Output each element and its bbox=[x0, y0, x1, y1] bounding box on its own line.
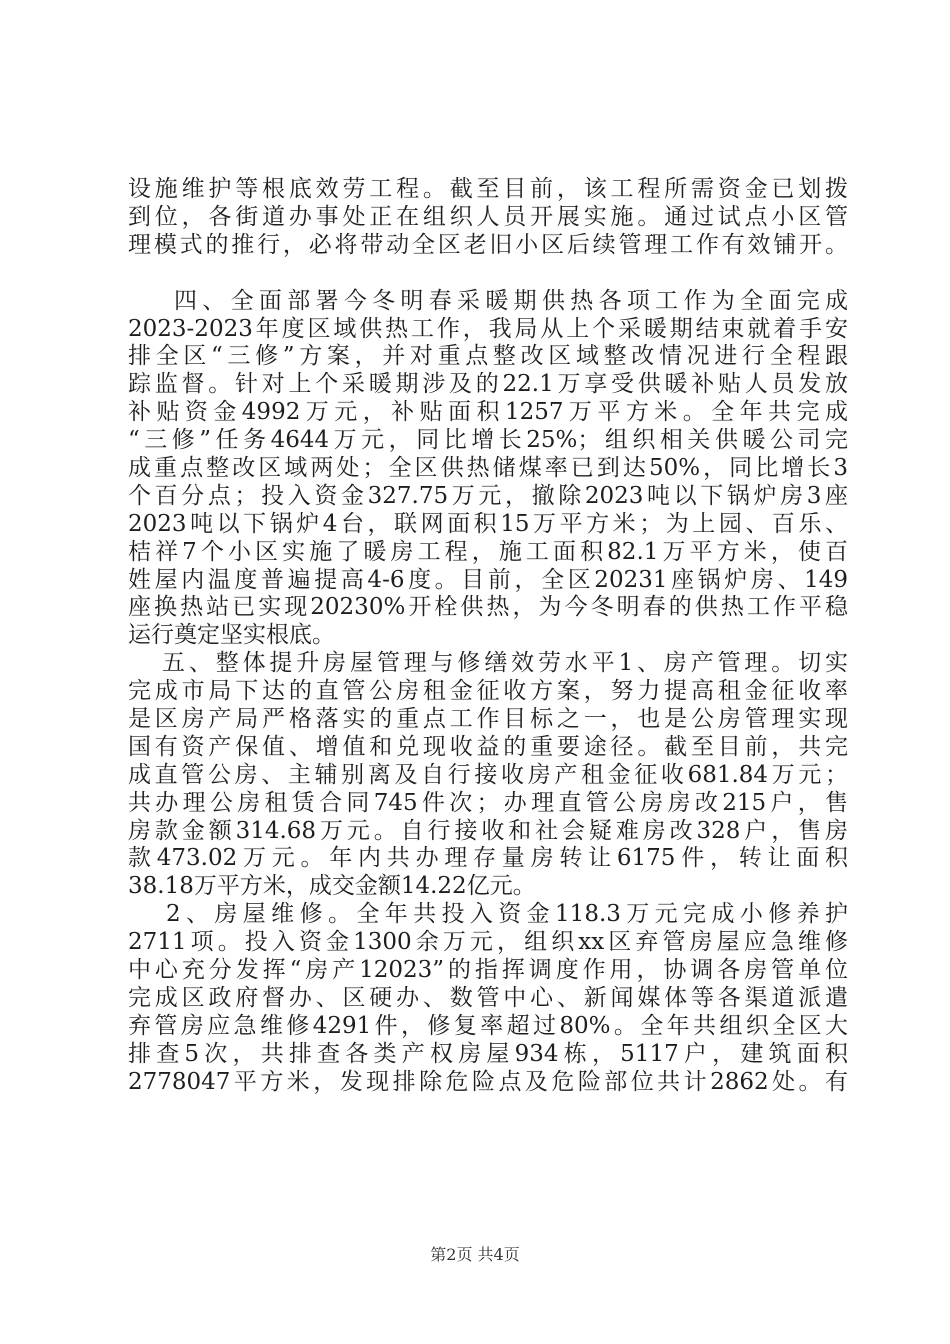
text-line: 排查5次，共排查各类产权房屋934栋，5117户，建筑面积 bbox=[128, 1040, 848, 1067]
text-line: 设施维护等根底效劳工程。截至目前，该工程所需资金已划拨 bbox=[128, 176, 848, 202]
text-line: 桔祥7个小区实施了暖房工程，施工面积82.1万平方米，使百 bbox=[128, 538, 848, 565]
paragraph-gap bbox=[128, 260, 848, 288]
text-line: 2711项。投入资金1300余万元，组织xx区弃管房屋应急维修 bbox=[128, 929, 848, 956]
text-line: 2、房屋维修。全年共投入资金118.3万元完成小修养护 bbox=[166, 901, 848, 928]
text-line: 2023-2023年度区域供热工作，我局从上个采暖期结束就着手安 bbox=[128, 315, 848, 342]
paragraph-housing-repair bbox=[128, 901, 848, 1096]
text-line: 弃管房应急维修4291件，修复率超过80%。全年共组织全区大 bbox=[128, 1012, 848, 1039]
text-line: 国有资产保值、增值和兑现收益的重要途径。截至目前，共完 bbox=[128, 733, 848, 760]
text-line: 完成区政府督办、区硬办、数管中心、新闻媒体等各渠道派遣 bbox=[128, 984, 848, 1011]
text-line: 中心充分发挥“房产12023”的指挥调度作用，协调各房管单位 bbox=[128, 957, 848, 984]
text-line: 完成市局下达的直管公房租金征收方案，努力提高租金征收率 bbox=[128, 678, 848, 705]
text-line: 房款金额314.68万元。自行接收和社会疑难房改328户，售房 bbox=[128, 817, 848, 844]
text-line: 补贴资金4992万元，补贴面积1257万平方米。全年共完成 bbox=[128, 399, 848, 426]
text-line: 到位，各街道办事处正在组织人员开展实施。通过试点小区管 bbox=[128, 203, 848, 230]
text-line: 38.18万平方米，成交金额14.22亿元。 bbox=[128, 873, 536, 900]
text-line: 2023吨以下锅炉4台，联网面积15万平方米；为上园、百乐、 bbox=[128, 510, 848, 537]
text-line: 成重点整改区域两处；全区供热储煤率已到达50%，同比增长3 bbox=[128, 455, 848, 482]
text-line: 款473.02万元。年内共办理存量房转让6175件，转让面积 bbox=[128, 845, 848, 872]
text-line: “三修”任务4644万元，同比增长25%；组织相关供暖公司完 bbox=[128, 427, 848, 454]
text-line: 成直管公房、主辅别离及自行接收房产租金征收681.84万元； bbox=[128, 761, 848, 788]
text-line: 个百分点；投入资金327.75万元，撤除2023吨以下锅炉房3座 bbox=[128, 482, 848, 509]
text-line: 运行奠定坚实根底。 bbox=[128, 622, 335, 649]
text-line: 共办理公房租赁合同745件次；办理直管公房房改215户，售 bbox=[128, 789, 848, 816]
text-line: 五、整体提升房屋管理与修缮效劳水平1、房产管理。切实 bbox=[162, 650, 848, 677]
text-line: 2778047平方米，发现排除危险点及危险部位共计2862处。有 bbox=[128, 1068, 848, 1095]
text-line: 排全区“三修”方案，并对重点整改区域整改情况进行全程跟 bbox=[128, 343, 848, 370]
document-body bbox=[128, 176, 848, 1097]
text-line: 踪监督。针对上个采暖期涉及的22.1万享受供暖补贴人员发放 bbox=[128, 371, 848, 398]
text-line: 是区房产局严格落实的重点工作目标之一，也是公房管理实现 bbox=[128, 706, 848, 733]
text-line: 理模式的推行，必将带动全区老旧小区后续管理工作有效铺开。 bbox=[128, 231, 848, 258]
paragraph-housing-management bbox=[128, 650, 848, 901]
text-line: 姓屋内温度普遍提高4-6度。目前，全区20231座锅炉房、149 bbox=[128, 566, 848, 593]
text-line: 四、全面部署今冬明春采暖期供热各项工作为全面完成 bbox=[174, 287, 848, 314]
text-line: 座换热站已实现20230%开栓供热，为今冬明春的供热工作平稳 bbox=[128, 594, 848, 621]
page-number-footer: 第2页 共4页 bbox=[430, 1245, 520, 1264]
paragraph-pilot-community bbox=[128, 176, 848, 260]
paragraph-heating bbox=[128, 288, 848, 651]
